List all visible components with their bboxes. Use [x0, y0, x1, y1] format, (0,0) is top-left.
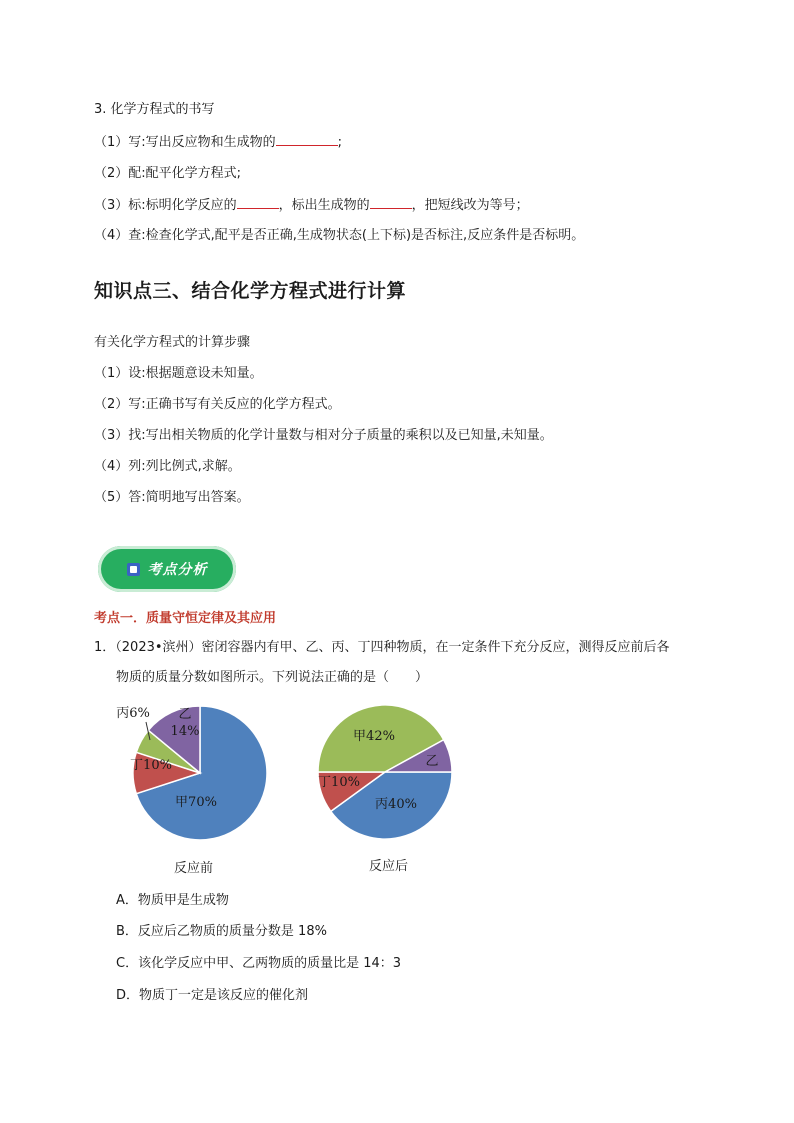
writing-step-3-pre: （3）标:标明化学反应的: [94, 198, 237, 213]
slice-label: 丁10%: [130, 758, 172, 773]
option-d[interactable]: D．物质丁一定是该反应的催化剂: [116, 988, 309, 1003]
writing-step-4: （4）查:检查化学式,配平是否正确,生成物状态(上下标)是否标注,反应条件是否标明。: [94, 228, 585, 243]
writing-step-3-mid: ，标出生成物的: [278, 198, 370, 213]
calc-step-1: （1）设:根据题意设未知量。: [94, 366, 263, 381]
calc-step-2: （2）写:正确书写有关反应的化学方程式。: [94, 397, 341, 412]
question-stem-line-1: 1．（2023•滨州）密闭容器内有甲、乙、丙、丁四种物质，在一定条件下充分反应，测得反应前后各: [94, 640, 670, 655]
slice-label-line: 14%: [170, 724, 200, 739]
caption-before: 反应前: [174, 861, 214, 876]
writing-step-2: （2）配:配平化学方程式;: [94, 166, 242, 181]
badge-label: 考点分析: [147, 562, 208, 578]
calc-step-4: （4）列:列比例式,求解。: [94, 459, 241, 474]
calc-step-5: （5）答:简明地写出答案。: [94, 490, 250, 505]
kaodian-title: 考点一．质量守恒定律及其应用: [94, 611, 277, 626]
calc-step-3: （3）找:写出相关物质的化学计量数与相对分子质量的乘积以及已知量,未知量。: [94, 428, 553, 443]
question-stem-line-2: 物质的质量分数如图所示。下列说法正确的是（ ）: [116, 670, 429, 685]
option-b[interactable]: B．反应后乙物质的质量分数是 18%: [116, 924, 327, 939]
option-a[interactable]: A．物质甲是生成物: [116, 893, 229, 908]
slice-label: 甲42%: [353, 729, 395, 744]
slice-label: 丁10%: [318, 775, 360, 790]
slice-label: 丙6%: [116, 706, 150, 721]
pie-chart-after: [318, 705, 452, 839]
pie-chart-before: [116, 706, 267, 840]
writing-step-1-pre: （1）写:写出反应物和生成物的: [94, 135, 276, 150]
slice-label: 丙40%: [375, 797, 417, 812]
slice-label-line: 乙: [178, 707, 192, 722]
slice-label: 乙: [425, 754, 439, 769]
slice-label: 甲70%: [175, 795, 217, 810]
section-title: 知识点三、结合化学方程式进行计算: [94, 280, 407, 302]
caption-after: 反应后: [369, 859, 409, 874]
calc-intro: 有关化学方程式的计算步骤: [94, 335, 251, 350]
writing-step-1-post: ;: [337, 135, 343, 150]
writing-step-3-post: ，把短线改为等号；: [411, 198, 529, 213]
writing-heading: 3. 化学方程式的书写: [94, 102, 215, 117]
option-c[interactable]: C．该化学反应中甲、乙两物质的质量比是 14：3: [116, 956, 402, 971]
